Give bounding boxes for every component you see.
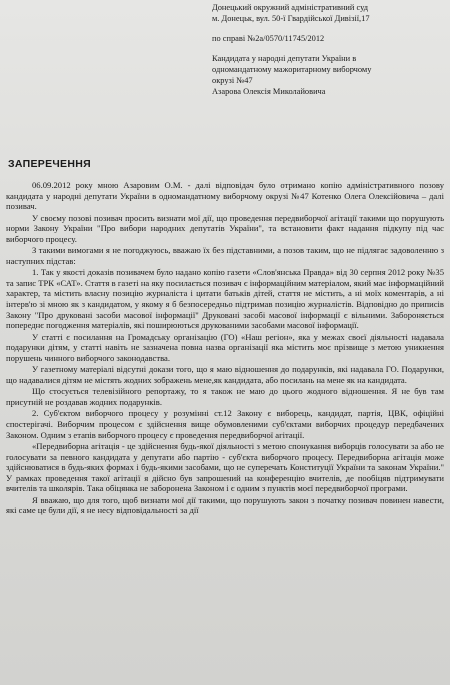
case-number: по справі №2а/0570/11745/2012: [212, 34, 325, 43]
document-title: ЗАПЕРЕЧЕННЯ: [8, 158, 91, 170]
paragraph: 2. Суб'єктом виборчого процесу у розумінні ст.12 Закону є виборець, кандидат, партія, ЦВК, офіційні спостерігачі. Виборчим процесом є здійснення вище обумовленими суб'єктами виборчих процедур передбачених Законом. Одним з етапів виборчого процесу є проведення передвиборчої агітації.: [6, 408, 444, 440]
candidate-line-2: одномандатному мажоритарному виборчому: [212, 65, 372, 74]
paragraph: Я вважаю, що для того, щоб визнати мої дії такими, що порушують закон з початку позивач повинен навести, які саме це були дії, я не несу відповідальності за дії: [6, 494, 444, 516]
paragraph: У газетному матеріалі відсутні докази того, що я маю відношення до подарунків, які надавала ГО. Подарунки, що надавалися дітям не містять жодних зображень мене,як кандидата, або посилань на мене як на кандидата.: [6, 364, 444, 385]
court-address: м. Донецьк, вул. 50-ї Гвардійської Дивізії,17: [212, 14, 370, 23]
candidate-name: Азарова Олексія Миколайовича: [212, 87, 326, 96]
header-block: [212, 2, 448, 97]
paragraph: 06.09.2012 року мною Азаровим О.М. - далі відповідач було отримано копію адміністративного позову кандидата у народні депутати України в одномандатному виборчому окрузі №47 Котенко Олега Олексійовича – далі позивач.: [6, 180, 444, 212]
candidate-line-3: окрузі №47: [212, 76, 253, 85]
paragraph: 1. Так у якості доказів позивачем було надано копію газети «Слов'янська Правда» від 30 серпня 2012 року №35 та запис ТРК «САТ». Стаття в газеті на яку посилається позивач є інформаційним матеріалом, який має інформаційний характер, та містить власну позицію журналіста і цитати батьків дітей, стаття не містить, а ні моїх коментарів, а ні інтерв'ю зі мною як з кандидатом, у якому я б безпосередньо підтримав позицію журналістів. Відповідно до приписів Закону "Про друковані засоби масової інформації" Друковані засобі масової інформації є вільними. Забороняється попереднє погодження матеріалів, які поширюються друкованими засобами масової інформації.: [6, 267, 444, 331]
court-name: Донецький окружний адміністративний суд: [212, 3, 369, 12]
paragraph: Що стосується телевізійного репортажу, то я також не маю до цього жодного відношення. Я не був там присутній не роздавав жодних подарунків.: [6, 386, 444, 407]
document-body: [6, 180, 444, 685]
paragraph: У своєму позові позивач просить визнати мої дії, що проведення передвиборчої агітації такими що порушують норми Закону України "Про вибори народних депутатів України", та встановити факт надання підкупу під час виборчого процесу.: [6, 212, 444, 244]
candidate-line-1: Кандидата у народні депутати України в: [212, 54, 357, 63]
paragraph: «Передвиборна агітація - це здійснення будь-якої діяльності з метою спонукання виборців голосувати за або не голосувати за певного кандидата у депутати або партію - суб'єкта виборчого процесу. Передвиборна агітація може здійснюватися в будь-яких формах і будь-якими засобами, що не суперечать Конституції України та законам України." У рамках проведення такої агітації я дійсно був запрошений на конференцію вчителів, де пообіцяв підтримувати вчителів та школярів. Така обіцянка не заборонена Законом і є одним з пунктів моєї передвиборчої програми.: [6, 441, 444, 494]
paragraph: З такими вимогами я не погоджуюсь, вважаю їх без підставними, а позов таким, що не підлягає задоволенню з наступних підстав:: [6, 245, 444, 266]
paragraph: У статті є посилання на Громадську організацію (ГО) «Наш регіон», яка у межах своєї діяльності надавала подарунки дітям, у статті навіть не зазначена повна назва організації яка містить моє прізвище з метою уникнення порушень чинного виборчого законодавства.: [6, 331, 444, 363]
